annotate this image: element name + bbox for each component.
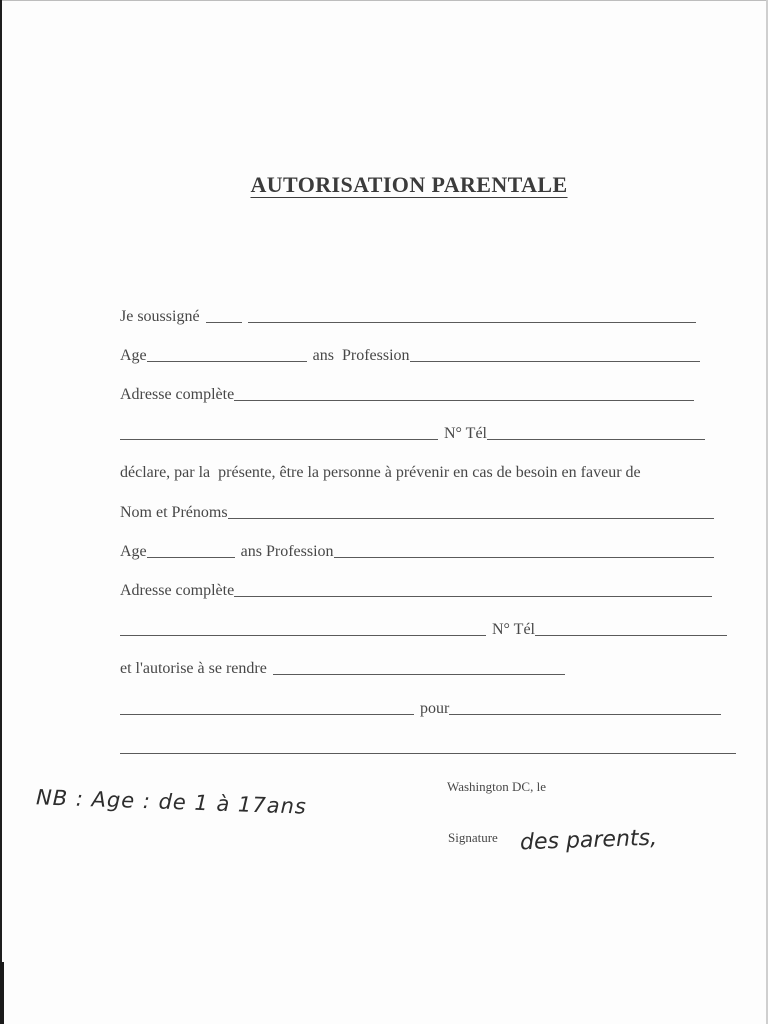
adresse-continued-blank-2[interactable] [120, 635, 486, 636]
row-full-blank [120, 735, 736, 757]
row-pour [120, 696, 721, 718]
signature-label: Signature [448, 830, 498, 845]
tel-label-2: N° Tél [492, 621, 535, 638]
document-title: AUTORISATION PARENTALE [250, 172, 568, 197]
destination-blank[interactable] [273, 674, 565, 675]
row-adresse-1 [120, 382, 694, 404]
destination-continued-blank[interactable] [120, 714, 414, 715]
row-je-soussigne [120, 304, 696, 326]
row-autorise [120, 656, 565, 678]
profession-blank-1[interactable] [410, 361, 700, 362]
row-tel-2 [120, 617, 727, 639]
pour-label: pour [420, 700, 450, 717]
profession-blank-2[interactable] [334, 557, 714, 558]
row-place-date [447, 774, 546, 796]
scan-edge-left [0, 0, 2, 1024]
full-width-blank[interactable] [120, 753, 736, 754]
scan-edge-mark [0, 962, 4, 1024]
nom-prenoms-label: Nom et Prénoms [120, 504, 228, 521]
tel-blank-2[interactable] [535, 635, 727, 636]
pour-blank[interactable] [449, 714, 721, 715]
ans-profession-label-1: ans Profession [312, 347, 410, 364]
declare-text: déclare, par la présente, être la personne à prévenir en cas de besoin en faveur de [120, 464, 641, 481]
age-note-handwritten: NB : Age : de 1 à 17ans [35, 785, 308, 819]
adresse-blank-1[interactable] [234, 400, 694, 401]
tel-label-1: N° Tél [444, 425, 487, 442]
adresse-continued-blank-1[interactable] [120, 439, 438, 440]
ans-profession-label-2: ans Profession [240, 543, 334, 560]
scan-edge-top [0, 0, 768, 1]
autorise-label: et l'autorise à se rendre [120, 660, 267, 677]
row-age-profession-2 [120, 539, 714, 561]
row-age-profession-1 [120, 343, 700, 365]
row-tel-1 [120, 421, 705, 443]
adresse-label-2: Adresse complète [120, 582, 235, 599]
je-soussigne-blank-b[interactable] [248, 322, 696, 323]
adresse-label-1: Adresse complète [120, 386, 235, 403]
age-blank-1[interactable] [147, 361, 307, 362]
je-soussigne-label: Je soussigné [120, 308, 200, 325]
age-label-2: Age [120, 543, 147, 560]
adresse-blank-2[interactable] [234, 596, 712, 597]
row-signature [448, 825, 498, 847]
age-blank-2[interactable] [147, 557, 235, 558]
place-date-label: Washington DC, le [447, 779, 546, 794]
tel-blank-1[interactable] [487, 439, 705, 440]
je-soussigne-blank-a[interactable] [206, 322, 242, 323]
age-label-1: Age [120, 347, 147, 364]
signature-handwritten: des parents, [519, 825, 658, 856]
row-declare [120, 460, 641, 482]
row-nom-prenoms [120, 500, 714, 522]
nom-prenoms-blank[interactable] [228, 518, 714, 519]
row-adresse-2 [120, 578, 712, 600]
